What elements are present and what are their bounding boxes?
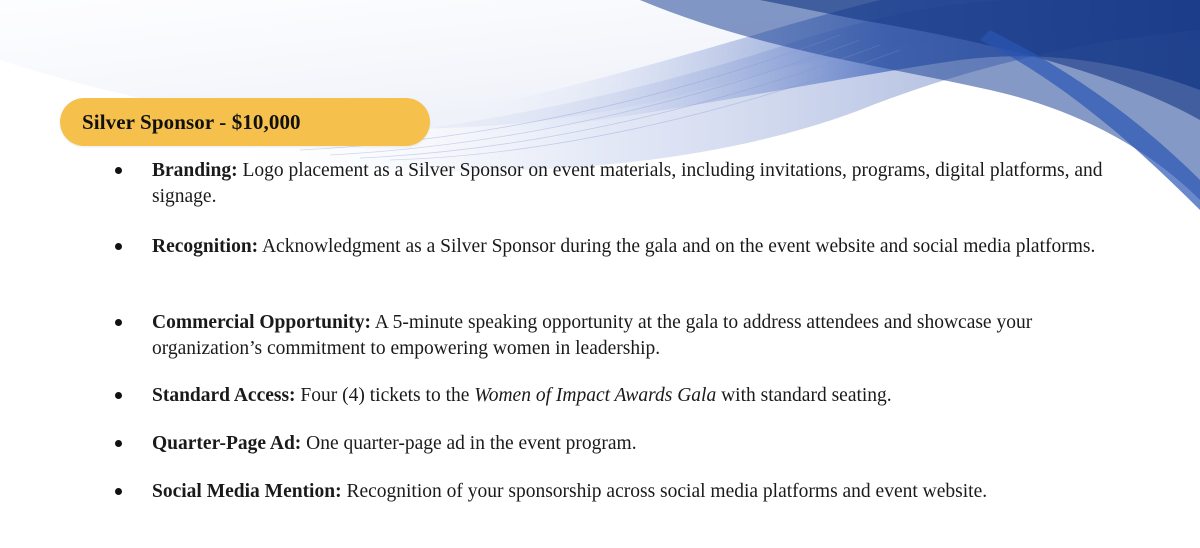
benefit-term: Social Media Mention: xyxy=(152,481,342,502)
list-item-social-media-mention xyxy=(152,479,1112,505)
bullet-icon xyxy=(115,167,122,174)
list-item-recognition xyxy=(152,234,1112,260)
event-name: Women of Impact Awards Gala xyxy=(474,385,717,406)
benefit-description: A 5-minute speaking opportunity at the gala to address attendees and showcase your organization’s commitment to empowering women in leadership. xyxy=(152,312,1033,359)
benefit-term: Recognition: xyxy=(152,236,259,257)
benefit-description-end: with standard seating. xyxy=(716,385,892,406)
list-item-branding xyxy=(152,158,1112,210)
benefit-description: Four (4) tickets to the xyxy=(295,385,475,406)
bullet-icon xyxy=(115,319,122,326)
bullet-icon xyxy=(115,488,122,495)
sponsor-tier-title: Silver Sponsor - $10,000 xyxy=(82,109,301,134)
benefit-description: Acknowledgment as a Silver Sponsor during the gala and on the event website and social media platforms. xyxy=(258,236,1096,257)
benefit-description: One quarter-page ad in the event program. xyxy=(301,433,637,454)
bullet-icon xyxy=(115,392,122,399)
benefit-term: Standard Access: xyxy=(152,385,296,406)
benefit-term: Quarter-Page Ad: xyxy=(152,433,302,454)
benefit-description: Recognition of your sponsorship across social media platforms and event website. xyxy=(341,481,988,502)
list-item-standard-access xyxy=(152,383,1112,409)
list-item-commercial-opportunity xyxy=(152,310,1112,362)
list-item-quarter-page-ad xyxy=(152,431,1112,457)
benefit-term: Commercial Opportunity: xyxy=(152,312,371,333)
bullet-icon xyxy=(115,243,122,250)
benefit-description: Logo placement as a Silver Sponsor on event materials, including invitations, programs, digital platforms, and signage. xyxy=(152,160,1103,207)
bullet-icon xyxy=(115,440,122,447)
benefit-term: Branding: xyxy=(152,160,238,181)
